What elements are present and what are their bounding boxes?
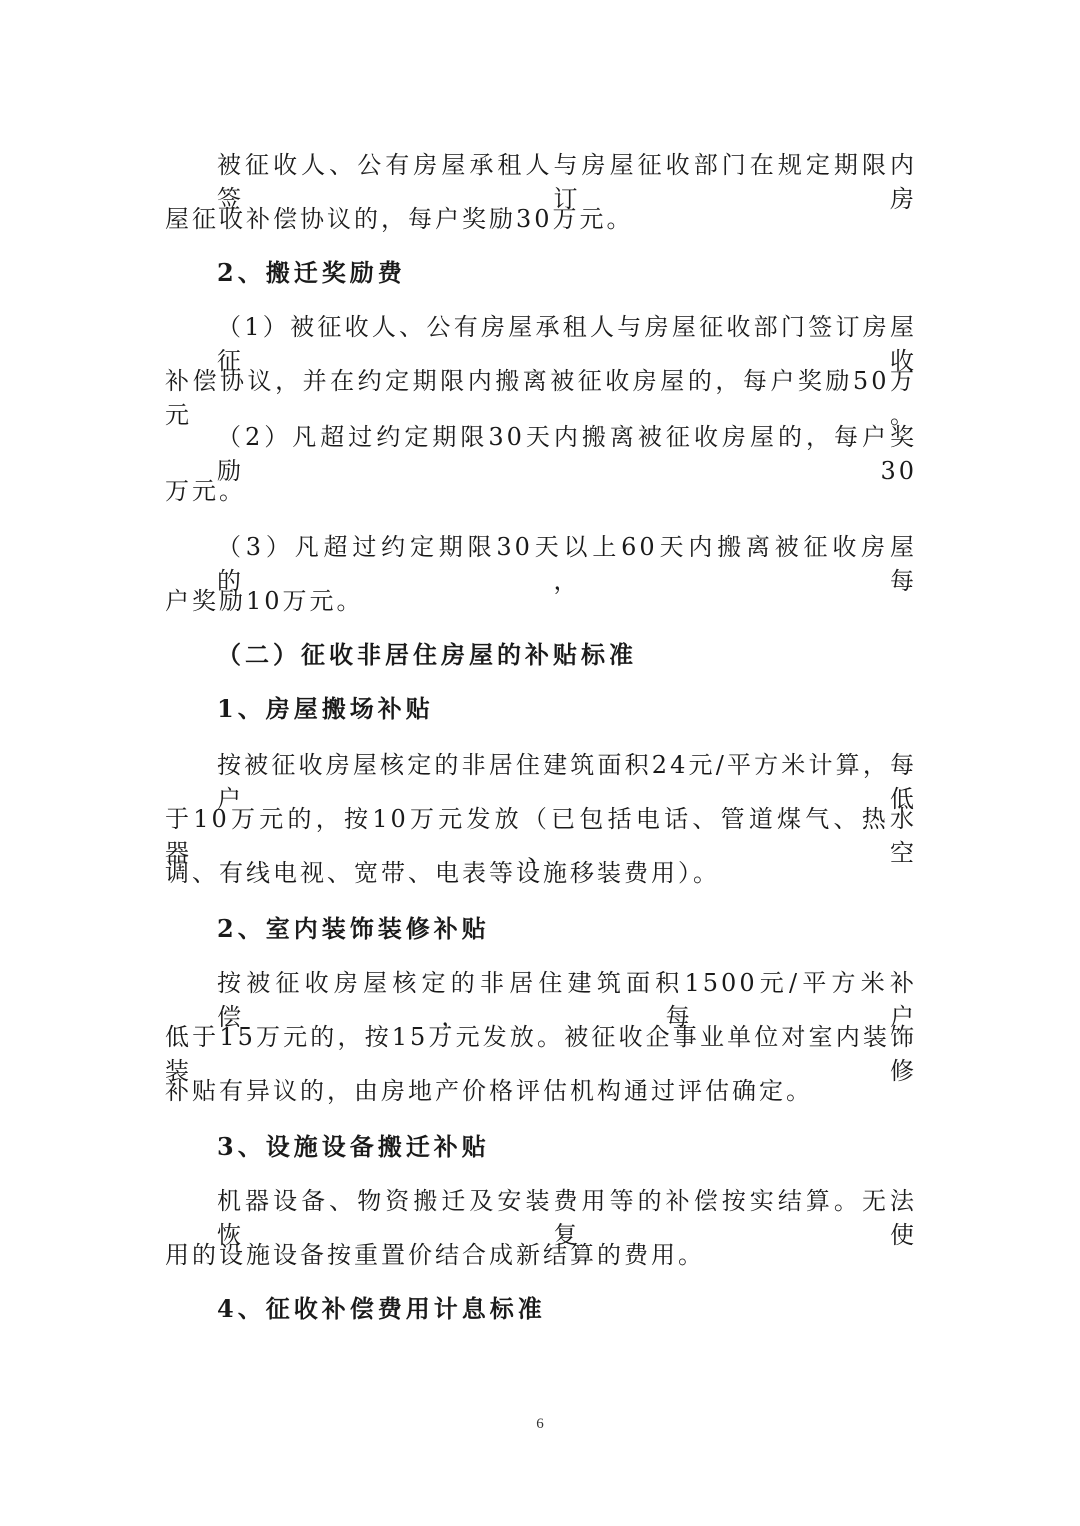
- paragraph-line: 按被征收房屋核定的非居住建筑面积1500元/平方米补偿，每户: [217, 969, 917, 1031]
- section-heading: 4、征收补偿费用计息标准: [217, 1294, 546, 1323]
- section-heading: 1、房屋搬场补贴: [217, 694, 434, 723]
- paragraph-line: 调、有线电视、宽带、电表等设施移装费用）。: [165, 859, 720, 887]
- paragraph-line: 低于15万元的，按15万元发放。被征收企事业单位对室内装饰装修: [165, 1023, 917, 1085]
- paragraph-line: 用的设施设备按重置价结合成新结算的费用。: [165, 1241, 705, 1269]
- paragraph-line: （1）被征收人、公有房屋承租人与房屋征收部门签订房屋征收: [217, 313, 917, 375]
- paragraph-line: 屋征收补偿协议的，每户奖励30万元。: [165, 205, 634, 233]
- paragraph-line: 万元。: [165, 477, 246, 505]
- paragraph-line: 于10万元的，按10万元发放（已包括电话、管道煤气、热水器、空: [165, 805, 917, 867]
- page-number: 6: [536, 1416, 544, 1432]
- section-heading: （二）征收非居住房屋的补贴标准: [217, 640, 637, 669]
- paragraph-line: 机器设备、物资搬迁及安装费用等的补偿按实结算。无法恢复使: [217, 1187, 917, 1249]
- paragraph-line: （2）凡超过约定期限30天内搬离被征收房屋的，每户奖励30: [217, 423, 917, 485]
- section-heading: 2、室内装饰装修补贴: [217, 914, 490, 943]
- paragraph-line: 补贴有异议的，由房地产价格评估机构通过评估确定。: [165, 1077, 813, 1105]
- section-heading: 2、搬迁奖励费: [217, 258, 406, 287]
- paragraph-line: （3）凡超过约定期限30天以上60天内搬离被征收房屋的，每: [217, 533, 917, 595]
- paragraph-line: 户奖励10万元。: [165, 587, 364, 615]
- section-heading: 3、设施设备搬迁补贴: [217, 1132, 490, 1161]
- paragraph-line: 按被征收房屋核定的非居住建筑面积24元/平方米计算，每户低: [217, 751, 917, 813]
- paragraph-line: 被征收人、公有房屋承租人与房屋征收部门在规定期限内签订房: [217, 151, 917, 213]
- paragraph-line: 补偿协议，并在约定期限内搬离被征收房屋的，每户奖励50万元。: [165, 367, 917, 429]
